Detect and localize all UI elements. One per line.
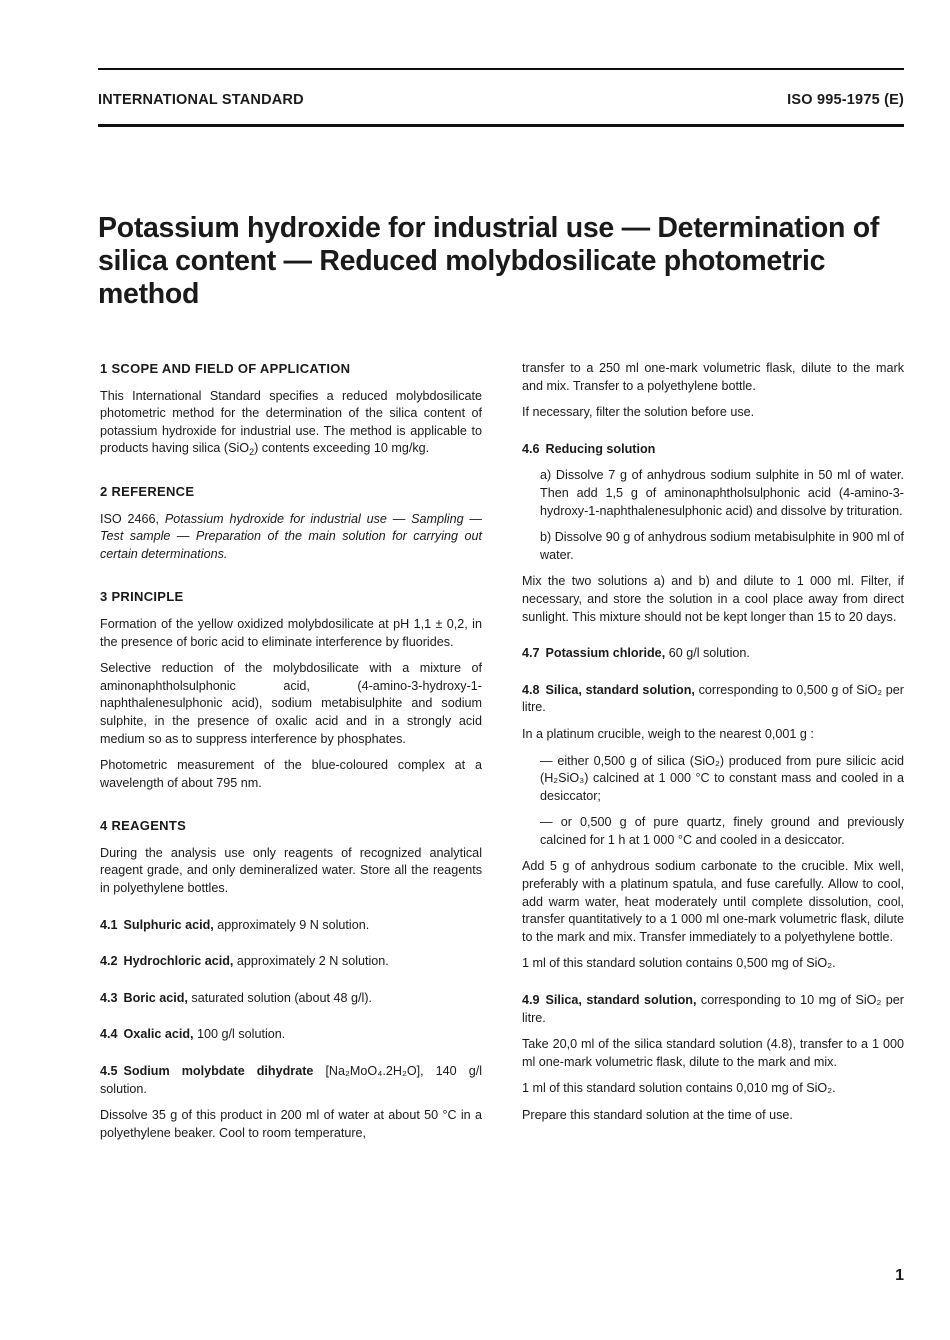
reagent-4-8-weigh: In a platinum crucible, weigh to the nearest 0,001 g : (522, 726, 814, 741)
continuation-2: If necessary, filter the solution before use. (522, 405, 755, 420)
section-2-heading: 2 REFERENCE (100, 483, 195, 499)
reagent-4-9-prep: Prepare this standard solution at the time of use. (522, 1108, 793, 1122)
reagent-4-1: 4.1 Sulphuric acid, approximately 9 N solution. (100, 917, 370, 932)
reagent-4-6-b: b) Dissolve 90 g of anhydrous sodium metabisulphite in 900 ml of water. (540, 530, 905, 562)
reagent-4-5: 4.5 Sodium molybdate dihydrate [Na₂MoO₄.2H₂O], 140 g/l solution. (100, 1064, 483, 1096)
section-4-heading: 4 REAGENTS (100, 818, 187, 834)
reagent-4-8: 4.8 Silica, standard solution, corresponding to 0,500 g of SiO₂ per litre. (522, 682, 904, 715)
reagent-4-6-mix: Mix the two solutions a) and b) and dilute to 1 000 ml. Filter, if necessary, and store the solution in a cool place away from direct sunlight. This mixture should not be kept longer than 15 to 20 days. (522, 574, 904, 624)
document-title: Potassium hydroxide for industrial use — Determination of silica content — Reduced molybdosilicate photometric method (98, 212, 880, 310)
header-right: ISO 995-1975 (E) (787, 92, 904, 108)
reagent-4-9-take: Take 20,0 ml of the silica standard solution (4.8), transfer to a 1 000 ml one-mark volumetric flask, dilute to the mark and mix. (522, 1037, 904, 1069)
principle-p3: Photometric measurement of the blue-coloured complex at a wavelength of about 795 nm. (100, 758, 482, 790)
left-column (100, 360, 482, 1151)
reagents-intro: During the analysis use only reagents of recognized analytical reagent grade, and only demineralized water. Store all the reagents in polyethylene bottles. (100, 845, 482, 896)
continuation-1: transfer to a 250 ml one-mark volumetric flask, dilute to the mark and mix. Transfer to a polyethylene bottle. (522, 361, 904, 393)
principle-p2: Selective reduction of the molybdosilicate with a mixture of aminonaphtholsulphonic acid, (4-amino-3-hydroxy-1-naphthalenesulphonic acid), sodium metabisulphite and sodium sulphite, in the presence of oxalic acid and in a strongly acid medium so as to suppress interference by phosphates. (100, 661, 482, 746)
reagent-4-5-prep: Dissolve 35 g of this product in 200 ml of water at about 50 °C in a polyethylene beaker. Cool to room temperature, (100, 1108, 482, 1140)
section-3-heading: 3 PRINCIPLE (100, 589, 184, 605)
header-rule (98, 124, 904, 127)
reagent-4-8-procedure: Add 5 g of anhydrous sodium carbonate to the crucible. Mix well, preferably with a platinum spatula, and fuse carefully. Allow to cool, add warm water, heat moderately until complete dissolution, cool, transfer quantitatively to a 1 000 ml one-mark volumetric flask, dilute to the mark and mix. Transfer immediately to a polyethylene bottle. (522, 859, 904, 944)
reference-entry: ISO 2466, Potassium hydroxide for industrial use — Sampling — Test sample — Preparation of the main solution for carrying out certain determinations. (100, 511, 483, 561)
page-number: 1 (895, 1267, 904, 1284)
reagent-4-8-option-2: — or 0,500 g of pure quartz, finely ground and previously calcined for 1 h at 1 000 °C and cooled in a desiccator. (540, 815, 904, 847)
reagent-4-9-note: 1 ml of this standard solution contains 0,010 mg of SiO₂. (522, 1081, 836, 1096)
reagent-4-2: 4.2 Hydrochloric acid, approximately 2 N solution. (100, 954, 389, 969)
section-1-text: This International Standard specifies a reduced molybdosilicate photometric method for the determination of the silica content of potassium hydroxide for industrial use. The method is applicable to products having silica (SiO$_2$) contents exceeding 10 mg/kg. (100, 388, 482, 458)
reagent-4-4: 4.4 Oxalic acid, 100 g/l solution. (100, 1027, 286, 1042)
header-left: INTERNATIONAL STANDARD (98, 92, 304, 108)
reagent-4-8-option-1: — either 0,500 g of silica (SiO₂) produced from pure silicic acid (H₂SiO₃) calcined at 1 000 °C to constant mass and cooled in a desiccator; (540, 753, 904, 803)
section-1-heading: 1 SCOPE AND FIELD OF APPLICATION (100, 361, 351, 376)
reagent-4-9: 4.9 Silica, standard solution, corresponding to 10 mg of SiO₂ per litre. (522, 993, 904, 1025)
reagent-4-7: 4.7 Potassium chloride, 60 g/l solution. (522, 646, 750, 661)
right-column (522, 360, 904, 1134)
reagent-4-3: 4.3 Boric acid, saturated solution (about 48 g/l). (100, 990, 373, 1005)
reagent-4-6-a: a) Dissolve 7 g of anhydrous sodium sulphite in 50 ml of water. Then add 1,5 g of aminonaphtholsulphonic acid (4-amino-3-hydroxy-1-naphthalenesulphonic acid) and dissolve by trituration. (540, 468, 904, 518)
reagent-4-6: 4.6 Reducing solution (522, 441, 656, 456)
principle-p1: Formation of the yellow oxidized molybdosilicate at pH 1,1 ± 0,2, in the presence of boric acid to eliminate interference by fluorides. (100, 616, 482, 649)
top-rule (98, 68, 904, 70)
reagent-4-8-note: 1 ml of this standard solution contains 0,500 mg of SiO₂. (522, 956, 836, 971)
